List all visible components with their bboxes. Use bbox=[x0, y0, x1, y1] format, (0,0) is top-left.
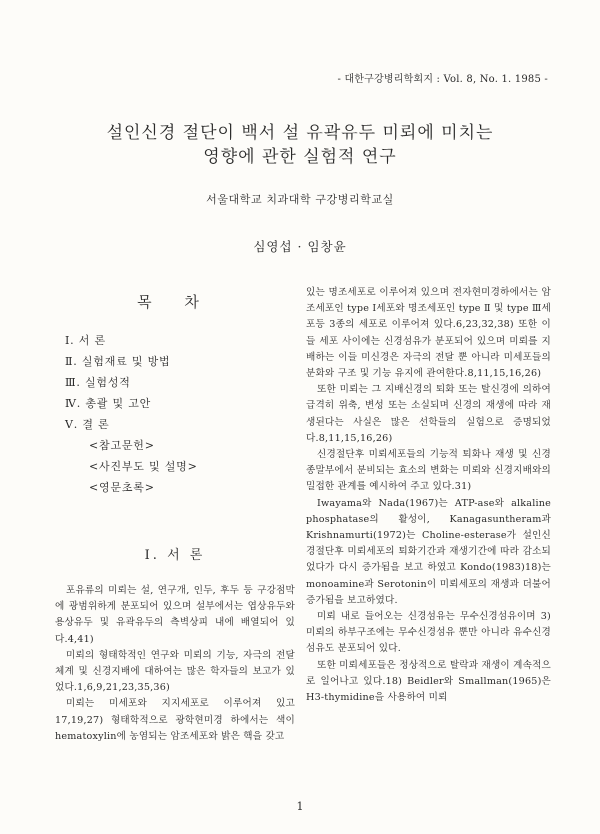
paper-title-line-2: 영향에 관한 실험적 연구 bbox=[203, 147, 397, 167]
paragraph: 신경절단후 미뢰세포들의 기능적 퇴화나 재생 및 신경종말부에서 분비되는 효소의 변화는 미뢰와 신경지배와의 밀접한 관계를 예시하여 주고 있다.31) bbox=[306, 449, 551, 493]
paragraph: 또한 미뢰는 그 지배신경의 퇴화 또는 탈신경에 의하여 급격히 위축, 변성 또는 소실되며 신경의 재생에 따라 재생된다는 사실은 많은 선학들의 실험으로 증명되었다.8,11,15,16,26) bbox=[306, 384, 551, 444]
paragraph: 포유류의 미뢰는 설, 연구개, 인두, 후두 등 구강점막에 광범위하게 분포되어 있으며 설부에서는 엽상유두와 용상유두 및 유곽유두의 측벽상피 내에 배열되어 있다.4,41) bbox=[55, 585, 295, 645]
toc-item: Ⅲ. 실험성적 bbox=[65, 376, 131, 389]
toc-item: Ⅰ. 서 론 bbox=[65, 334, 106, 347]
toc-item: Ⅴ. 결 론 bbox=[65, 418, 110, 431]
paragraph: 또한 미뢰세포들은 정상적으로 탈락과 재생이 계속적으로 일어나고 있다.18) Beidler와 Smallman(1965)은 H3-thymidine을 사용하여 미뢰 bbox=[306, 659, 552, 704]
toc-item: Ⅱ. 실험재료 및 방법 bbox=[65, 355, 171, 368]
journal-header: - 대한구강병리학회지 : Vol. 8, No. 1. 1985 - bbox=[337, 74, 548, 85]
left-column bbox=[55, 285, 295, 745]
left-body-text bbox=[55, 583, 295, 745]
paper-title-line-1: 설인신경 절단이 백서 설 유곽유두 미뢰에 미치는 bbox=[106, 123, 494, 143]
toc-item: <영문초록> bbox=[89, 481, 155, 494]
paragraph: 있는 명조세포로 이루어져 있으며 전자현미경하에서는 암조세포인 type Ⅰ세포와 명조세포인 type Ⅱ 및 type Ⅲ세포등 3종의 세포로 이루어져 있다.6,23,32,38) 또한 이들 세포 사이에는 신경섬유가 분포되어 있으며 미뢰를 지배하는 이들 미신경은 자극의 전달 뿐 아니라 미세포들의 분화와 구조 및 기능 유지에 관여한다.8,11,15,16,26) bbox=[306, 287, 551, 380]
section-heading-introduction: Ⅰ. 서 론 bbox=[144, 548, 206, 563]
paragraph: 미뢰는 미세포와 지지세포로 이루어져 있고17,19,27) 형태학적으로 광학현미경 하에서는 색이 hematoxylin에 농염되는 암조세포와 밝은 핵을 갖고 bbox=[55, 698, 295, 742]
toc-item: <사진부도 및 설명> bbox=[89, 460, 198, 473]
toc-heading: 목 차 bbox=[137, 293, 213, 311]
right-column bbox=[306, 285, 551, 706]
paragraph: 미뢰의 형태학적인 연구와 미뢰의 기능, 자극의 전달체계 및 신경지배에 대하여는 많은 학자들의 보고가 있었다.1,6,9,21,23,35,36) bbox=[55, 649, 295, 694]
toc-item: <참고문헌> bbox=[89, 439, 155, 452]
affiliation: 서울대학교 치과대학 구강병리학교실 bbox=[206, 193, 394, 206]
paragraph: Iwayama와 Nada(1967)는 ATP-ase와 alkaline phosphatase의 활성이, Kanagasuntheram과 Krishnamurti(1972)는 Choline-esterase가 설인신경절단후 미뢰세포의 퇴화기간과 재생기간에 따라 감소되었다가 다시 증가됨을 보고 하였고 Kondo(1983)18)는 monoamine과 Serotonin이 미뢰세포의 재생과 더불어 증가됨을 보고하였다. bbox=[306, 497, 551, 606]
toc-item: Ⅳ. 총괄 및 고안 bbox=[65, 397, 152, 410]
paragraph: 미뢰 내로 들어오는 신경섬유는 무수신경섬유이며 3) 미뢰의 하부구조에는 무수신경섬유 뿐만 아니라 유수신경섬유도 분포되어 있다. bbox=[306, 611, 551, 655]
table-of-contents bbox=[55, 330, 295, 498]
authors: 심영섭 · 임창윤 bbox=[253, 239, 347, 254]
page-number: 1 bbox=[296, 800, 304, 813]
